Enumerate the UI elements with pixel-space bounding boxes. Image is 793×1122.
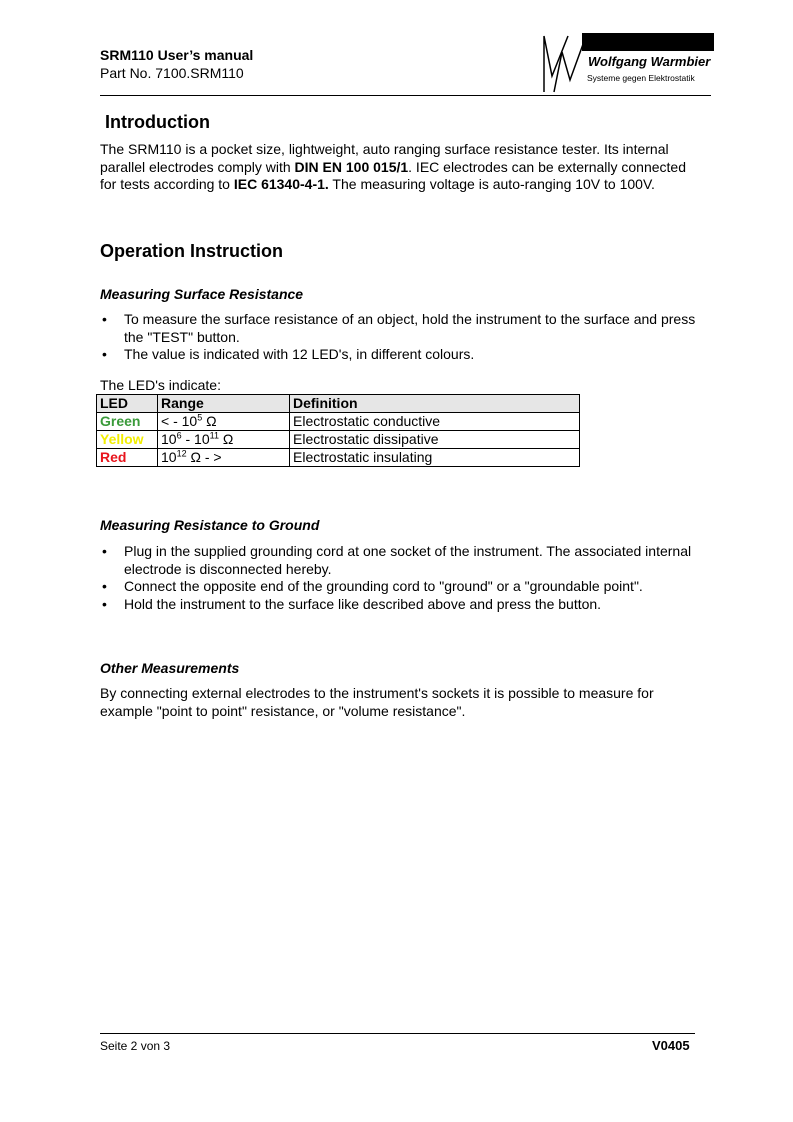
range-base: < - 10 [161, 413, 198, 429]
surface-instructions-list [100, 311, 700, 364]
footer-divider [100, 1033, 695, 1034]
list-item: • Hold the instrument to the surface like described above and press the button. [100, 596, 700, 614]
col-header-range: Range [158, 395, 290, 413]
surface-resistance-heading: Measuring Surface Resistance [100, 286, 304, 302]
led-color-green: Green [97, 413, 158, 431]
range-unit: Ω [218, 431, 234, 447]
other-measurements-heading: Other Measurements [100, 660, 240, 676]
logo-name: Wolfgang Warmbier [588, 54, 711, 69]
intro-text-part: The SRM110 is a pocket size, lightweight, auto ranging surface resistance tester. Its internal parallel electrodes comply with [100, 141, 669, 175]
list-item: • Connect the opposite end of the grounding cord to "ground" or a "groundable point". [100, 578, 700, 596]
range-exponent: 6 [176, 430, 182, 441]
logo-bar [582, 33, 714, 51]
list-item: • To measure the surface resistance of an object, hold the instrument to the surface and press the "TEST" button. [100, 311, 700, 346]
part-number: Part No. 7100.SRM110 [100, 65, 244, 81]
iec-standard: IEC 61340-4-1. [233, 176, 329, 192]
definition-cell: Electrostatic conductive [290, 413, 580, 431]
range-exponent: 5 [197, 412, 203, 423]
operation-heading: Operation Instruction [100, 241, 284, 261]
intro-text-part: . IEC electrodes can be externally connected for tests according to [100, 158, 686, 192]
range-cell [158, 413, 290, 431]
range-unit: Ω [202, 413, 217, 429]
header-divider [100, 95, 711, 96]
led-table-caption: The LED's indicate: [100, 377, 221, 393]
range-unit: Ω - > [186, 449, 222, 465]
other-measurements-paragraph: By connecting external electrodes to the instrument's sockets it is possible to measure for example "point to point" resistance, or "volume resistance". [100, 685, 654, 719]
col-header-led: LED [97, 395, 158, 413]
manual-title: SRM110 User’s manual [100, 47, 254, 63]
list-item: • The value is indicated with 12 LED's, in different colours. [100, 346, 700, 364]
table-row [97, 449, 580, 467]
col-header-definition: Definition [290, 395, 580, 413]
din-standard: DIN EN 100 015/1 [294, 158, 409, 175]
led-table [96, 394, 580, 467]
led-color-red: Red [97, 449, 158, 467]
range-cell [158, 431, 290, 449]
introduction-paragraph [100, 141, 700, 194]
range-base: 10 [161, 431, 177, 447]
table-row [97, 413, 580, 431]
range-exponent: 11 [209, 430, 219, 441]
table-header-row [97, 395, 580, 413]
definition-cell: Electrostatic dissipative [290, 431, 580, 449]
version-label: V0405 [652, 1038, 690, 1053]
range-cell [158, 449, 290, 467]
ground-instructions-list [100, 543, 700, 613]
list-item: • Plug in the supplied grounding cord at one socket of the instrument. The associated internal electrode is disconnected hereby. [100, 543, 700, 578]
range-base: - 10 [181, 431, 210, 447]
range-base: 10 [161, 449, 177, 465]
introduction-heading: Introduction [105, 112, 210, 132]
ground-resistance-heading: Measuring Resistance to Ground [100, 517, 320, 533]
logo-tagline: Systeme gegen Elektrostatik [587, 73, 695, 83]
definition-cell: Electrostatic insulating [290, 449, 580, 467]
intro-text-part: The measuring voltage is auto-ranging 10V to 100V. [328, 176, 655, 192]
page-number: Seite 2 von 3 [100, 1039, 171, 1053]
range-exponent: 12 [176, 448, 187, 459]
table-row [97, 431, 580, 449]
led-color-yellow: Yellow [97, 431, 158, 449]
